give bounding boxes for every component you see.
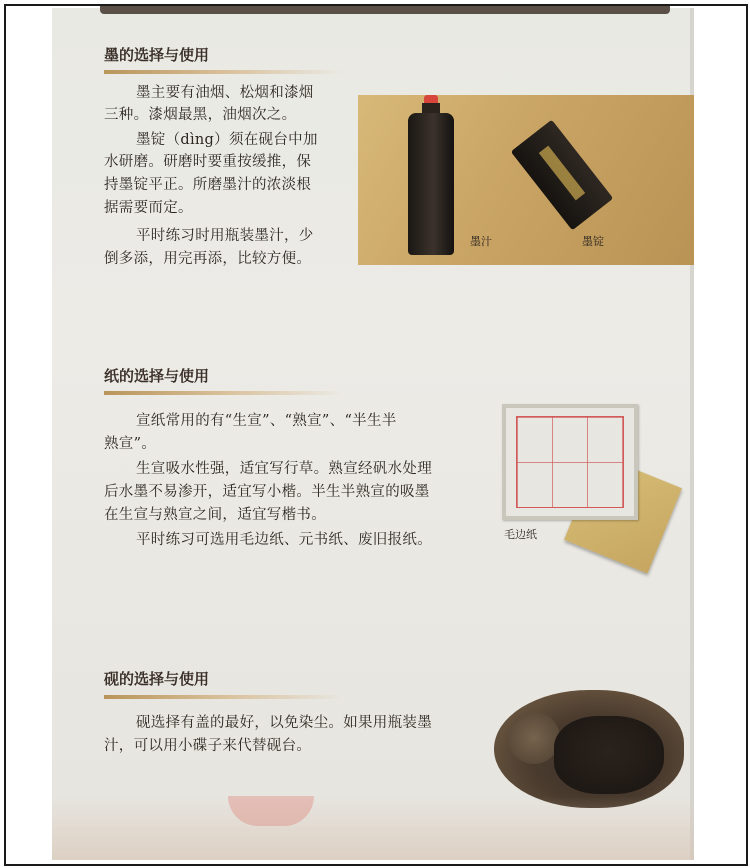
paper-p2-line3: 在生宣与熟宣之间，适宜写楷书。: [104, 507, 326, 523]
ink-photo: [358, 95, 694, 265]
ink-bottle-image: [408, 113, 454, 255]
ink-p2-line2: 水研磨。研磨时要重按缓推，保: [104, 154, 312, 170]
bleed-through-area: [52, 796, 694, 860]
caption-ink-stick: 墨锭: [582, 235, 604, 248]
paper-p2-line2: 后水墨不易渗开，适宜写小楷。半生半熟宣的吸墨: [104, 484, 430, 500]
ink-p2-line3: 持墨锭平正。所磨墨汁的浓淡根: [104, 177, 312, 193]
inkstone-p1-line1: 砚选择有盖的最好，以免染尘。如果用瓶装墨: [136, 715, 432, 731]
ink-p3-line1: 平时练习时用瓶装墨汁，少: [136, 228, 314, 244]
grid-paper-image: [502, 404, 638, 520]
section-title-paper: 纸的选择与使用: [104, 367, 210, 385]
caption-maobian-paper: 毛边纸: [504, 528, 537, 541]
paper-p3-line1: 平时练习可选用毛边纸、元书纸、废旧报纸。: [136, 532, 432, 548]
practice-grid: [516, 416, 624, 508]
inkstone-p1-line2: 汁，可以用小碟子来代替砚台。: [104, 738, 312, 754]
caption-ink-bottle: 墨汁: [470, 235, 492, 248]
ink-p2-line1: 墨锭（dìng）须在砚台中加: [136, 132, 318, 148]
top-edge-bar: [100, 6, 670, 14]
ink-p3-line2: 倒多添，用完再添，比较方便。: [104, 251, 312, 267]
ink-p1-line2: 三种。漆烟最黑，油烟次之。: [104, 107, 297, 123]
paper-p1-line2: 熟宣”。: [104, 436, 157, 452]
title-underline: [104, 70, 344, 74]
paper-p1-line1: 宣纸常用的有“生宣”、“熟宣”、“半生半: [136, 413, 397, 429]
inkstone-image: [494, 690, 684, 808]
ink-p1-line1: 墨主要有油烟、松烟和漆烟: [136, 85, 314, 101]
section-title-ink: 墨的选择与使用: [104, 46, 210, 64]
inkstone-carving: [508, 712, 560, 764]
title-underline: [104, 391, 344, 395]
ink-p2-line4: 据需要而定。: [104, 200, 193, 216]
title-underline: [104, 695, 344, 699]
section-title-inkstone: 砚的选择与使用: [104, 670, 210, 688]
inkstone-well: [554, 716, 664, 794]
paper-p2-line1: 生宣吸水性强，适宜写行草。熟宣经矾水处理: [136, 461, 432, 477]
